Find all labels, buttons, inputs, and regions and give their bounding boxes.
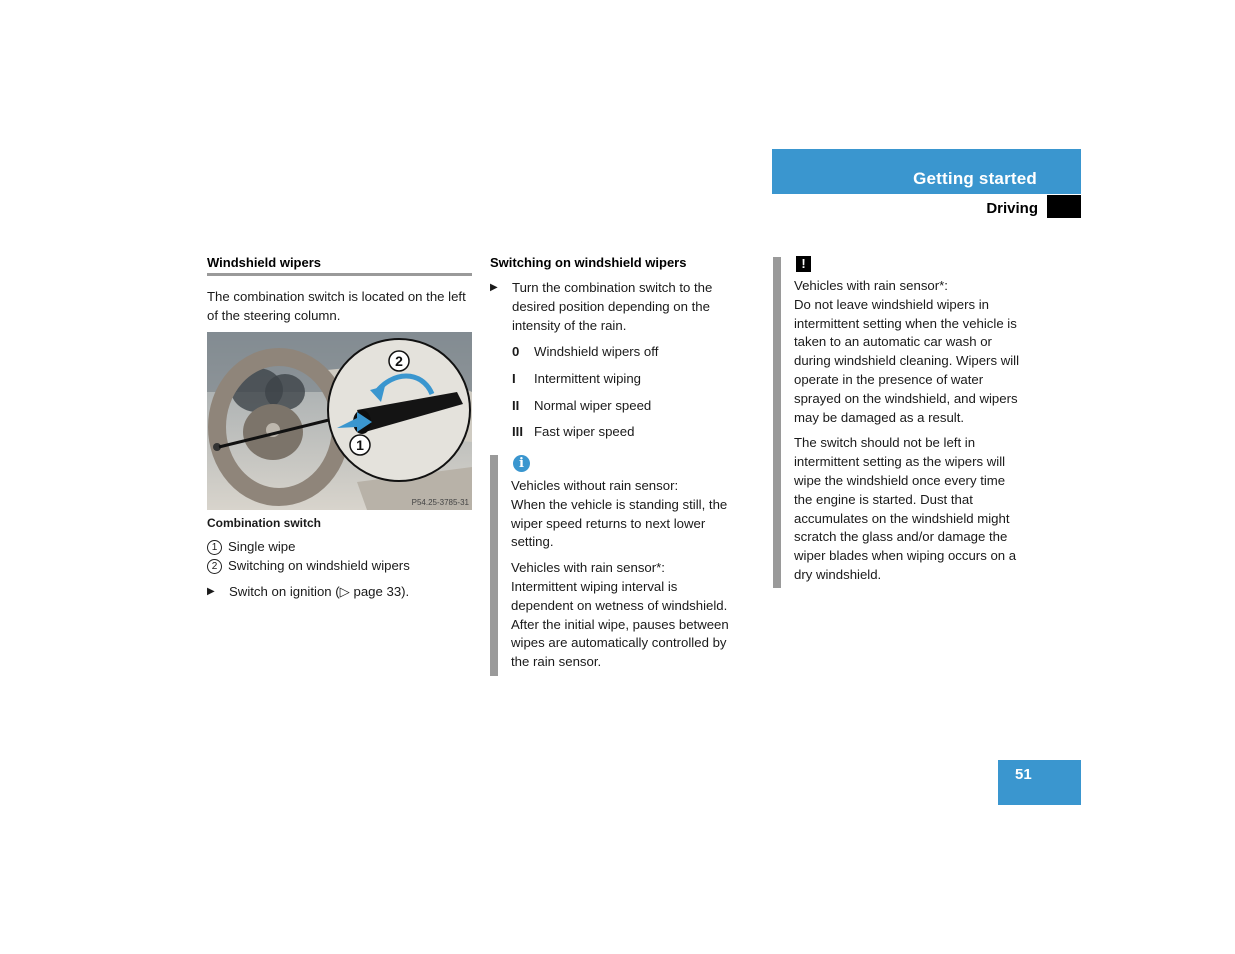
warning-line: dry windshield. bbox=[794, 566, 882, 582]
info-line: Vehicles with rain sensor*: bbox=[511, 560, 665, 576]
position-text: Fast wiper speed bbox=[534, 424, 635, 440]
position-key: II bbox=[512, 397, 520, 413]
chapter-marker bbox=[1047, 195, 1081, 218]
position-text: Normal wiper speed bbox=[534, 397, 652, 413]
wiper-positions bbox=[512, 343, 752, 442]
figure-caption: Combination switch bbox=[207, 516, 321, 530]
warning-line: Do not leave windshield wipers in bbox=[794, 296, 989, 312]
info-note-bar bbox=[490, 455, 498, 676]
info-note bbox=[511, 477, 756, 672]
switch-step-text bbox=[512, 279, 712, 335]
switch-step bbox=[490, 279, 750, 335]
position-key: I bbox=[512, 370, 516, 386]
warning-line: taken to an automatic car wash or bbox=[794, 334, 992, 350]
warning-icon: ! bbox=[796, 256, 811, 272]
section-title: Getting started bbox=[913, 169, 1037, 188]
step-bullet-icon: ▶ bbox=[490, 282, 498, 293]
info-line: dependent on wetness of windshield. bbox=[511, 597, 728, 613]
legend-text: Switching on windshield wipers bbox=[228, 557, 410, 573]
position-row bbox=[512, 397, 752, 416]
warning-line: Vehicles with rain sensor*: bbox=[794, 278, 948, 293]
info-line: wiper speed returns to next lower bbox=[511, 515, 706, 531]
warning-line: accumulates on the windshield might bbox=[794, 510, 1010, 526]
section-heading-windshield-wipers: Windshield wipers bbox=[207, 255, 322, 270]
warning-line: operate in the presence of water bbox=[794, 371, 984, 387]
step-bullet-icon: ▶ bbox=[207, 586, 215, 597]
legend-item bbox=[207, 557, 472, 576]
legend-number: 1 bbox=[207, 540, 222, 555]
steering-column-illustration bbox=[207, 332, 472, 510]
warning-line: the engine is started. Dust that bbox=[794, 491, 973, 507]
warning-line: wiper blades when wiping occurs on a bbox=[794, 548, 1017, 564]
position-key: III bbox=[512, 424, 523, 440]
info-line: Intermittent wiping interval is bbox=[511, 578, 678, 594]
callout-2-label: 2 bbox=[395, 353, 403, 369]
legend-text: Single wipe bbox=[228, 539, 296, 554]
intro-paragraph: The combination switch is located on the left of the steering column. bbox=[207, 289, 466, 323]
info-icon: i bbox=[513, 455, 530, 472]
figure-legend bbox=[207, 538, 472, 576]
info-line: After the initial wipe, pauses between bbox=[511, 616, 729, 632]
warning-line: sprayed on the windshield, and wipers bbox=[794, 390, 1018, 406]
warning-paragraph bbox=[794, 434, 1044, 584]
position-row bbox=[512, 423, 752, 442]
position-key: 0 bbox=[512, 344, 520, 359]
info-paragraph bbox=[511, 559, 756, 672]
warning-line: intermittent setting when the vehicle is bbox=[794, 315, 1017, 331]
position-row bbox=[512, 343, 752, 362]
position-text: Intermittent wiping bbox=[534, 370, 642, 386]
warning-line: intermittent setting as the wipers will bbox=[794, 454, 1006, 470]
warning-line: wipe the windshield once every time bbox=[794, 472, 1006, 488]
ignition-step-text: Switch on ignition (▷ page 33). bbox=[229, 584, 410, 599]
info-line: the rain sensor. bbox=[511, 654, 602, 670]
step-line: intensity of the rain. bbox=[512, 317, 627, 333]
step-line: desired position depending on the bbox=[512, 298, 710, 314]
page-number: 51 bbox=[1015, 766, 1032, 783]
position-text: Windshield wipers off bbox=[534, 344, 659, 359]
info-line: wipes are automatically controlled by bbox=[511, 635, 727, 651]
section-heading-switching-on: Switching on windshield wipers bbox=[490, 255, 687, 270]
legend-number: 2 bbox=[207, 559, 222, 574]
callout-1-label: 1 bbox=[356, 437, 364, 453]
heading-rule bbox=[207, 273, 472, 276]
info-line: When the vehicle is standing still, the bbox=[511, 496, 728, 512]
warning-line: may be damaged as a result. bbox=[794, 409, 965, 425]
figure-code: P54.25-3785-31 bbox=[411, 498, 469, 507]
info-paragraph bbox=[511, 477, 756, 552]
warning-paragraph bbox=[794, 277, 1044, 427]
ignition-step bbox=[207, 583, 472, 602]
warning-line: The switch should not be left in bbox=[794, 435, 976, 451]
section-banner bbox=[772, 149, 1081, 194]
combination-switch-figure bbox=[207, 332, 472, 510]
step-line: Turn the combination switch to the bbox=[512, 280, 713, 295]
info-line: setting. bbox=[511, 534, 554, 550]
position-row bbox=[512, 370, 752, 389]
warning-note-bar bbox=[773, 257, 781, 588]
warning-note bbox=[794, 277, 1044, 585]
legend-item bbox=[207, 538, 472, 557]
info-line: Vehicles without rain sensor: bbox=[511, 478, 679, 493]
chapter-title: Driving bbox=[986, 200, 1038, 217]
warning-line: during windshield cleaning. Wipers will bbox=[794, 353, 1020, 369]
page-number-box bbox=[998, 760, 1081, 805]
warning-line: scratch the glass and/or damage the bbox=[794, 529, 1008, 545]
